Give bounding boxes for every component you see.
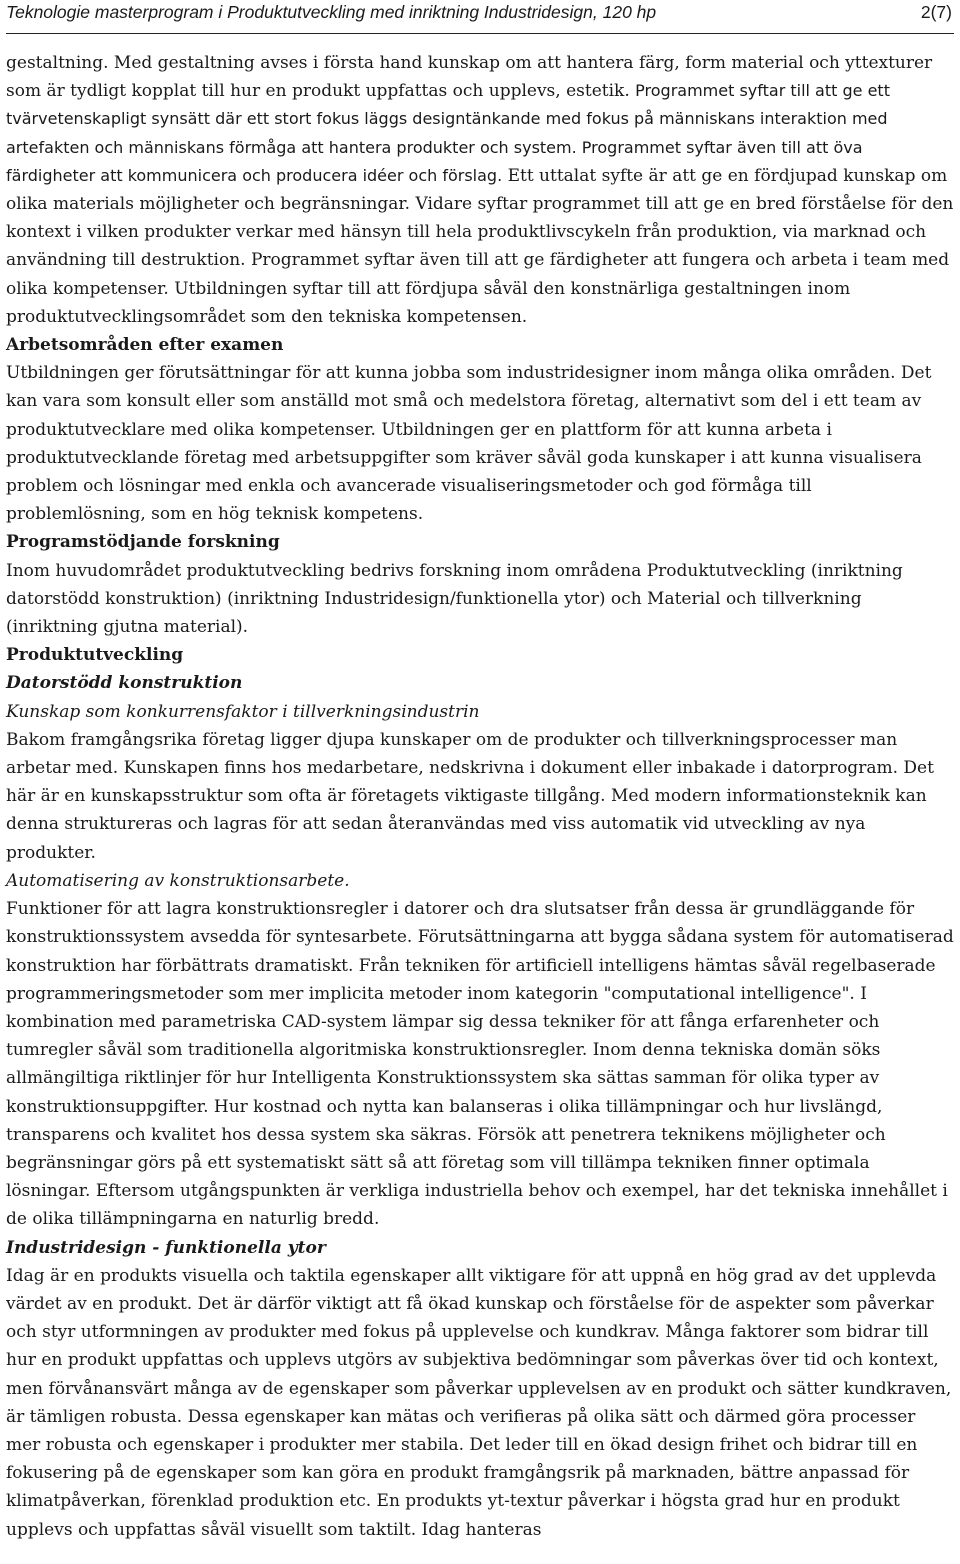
header-rule bbox=[6, 33, 954, 34]
intro-paragraph bbox=[6, 49, 954, 331]
intro-text-sans: Programmet syftar till att ge ett tvärvetenskapligt synsätt där ett stort fokus läggs designtänkande med fokus på människans interaktion med artefakten och människans förmåga att hantera produkter och system. Programmet syftar även till att öva färdigheter att kommunicera och producera idéer och förslag. bbox=[6, 81, 890, 185]
page-number: 2(7) bbox=[920, 2, 952, 22]
industridesign-paragraph: Idag är en produkts visuella och taktila egenskaper allt viktigare för att uppnå en hög grad av det upplevda värdet av en produkt. Det är därför viktigt att få ökad kunskap och förståelse för de aspekter som påverkar och styr utformningen av produkter med fokus på upplevelse och kundkrav. Många faktorer som bidrar till hur en produkt uppfattas och upplevs utgörs av subjektiva bedömningar som påverkas över tid och kontext, men förvånansvärt många av de egenskaper som påverkar upplevelsen av en produkt och sätter kundkraven, är tämligen robusta. Dessa egenskaper kan mätas och verifieras på olika sätt och därmed göra processer mer robusta och egenskaper i produkter mer stabila. Det leder till en ökad design frihet och bidrar till en fokusering på de egenskaper som kan göra en produkt framgångsrik på marknaden, bättre anpassad för klimatpåverkan, förenklad produktion etc. En produkts yt-textur påverkar i högsta grad hur en produkt upplevs och uppfattas såväl visuellt som taktilt. Idag hanteras bbox=[6, 1265, 952, 1540]
arbetsomraden-paragraph: Utbildningen ger förutsättningar för att kunna jobba som industridesigner inom många olika områden. Det kan vara som konsult eller som anställd mot små och medelstora företag, alternativt som del i ett team av produktutvecklare med olika kompetenser. Utbildningen ger en plattform för att kunna arbeta i produktutvecklande företag med arbetsuppgifter som kräver såväl goda kunskaper i att kunna visualisera problem och lösningar med enkla och avancerade visualiseringsmetoder och god förmåga till problemlösning, som en hög teknisk kompetens. bbox=[6, 363, 932, 525]
forskning-paragraph: Inom huvudområdet produktutveckling bedrivs forskning inom områdena Produktutveckling (inriktning datorstödd konstruktion) (inriktning Industridesign/funktionella ytor) och Material och tillverkning (inriktning gjutna material). bbox=[6, 560, 903, 638]
page-header bbox=[6, 0, 954, 32]
subheading-kunskap: Kunskap som konkurrensfaktor i tillverkningsindustrin bbox=[6, 701, 480, 722]
automatisering-paragraph: Funktioner för att lagra konstruktionsregler i datorer och dra slutsatser från dessa är grundläggande för konstruktionssystem avsedda för syntesarbete. Förutsättningarna att bygga sådana system för automatiserad konstruktion har förbättrats dramatiskt. Från tekniken för artificiell intelligens hämtas såväl regelbaserade programmeringsmetoder som mer implicita metoder inom kategorin "computational intelligence". I kombination med parametriska CAD-system lämpar sig dessa tekniker för att fånga erfarenheter och tumregler såväl som traditionella algoritmiska konstruktionsregler. Inom denna tekniska domän söks allmängiltiga riktlinjer för hur Intelligenta Konstruktionssystem ska sättas samman för olika typer av konstruktionsuppgifter. Hur kostnad och nytta kan balanseras i olika tillämpningar och hur livslängd, transparens och kvalitet hos dessa system ska säkras. Försök att penetrera teknikens möjligheter och begränsningar görs på ett systematiskt sätt så att företag som vill tillämpa tekniken finner optimala lösningar. Eftersom utgångspunkten är verkliga industriella behov och exempel, har det tekniska innehållet i de olika tillämpningarna en naturlig bredd. bbox=[6, 899, 954, 1230]
intro-text-serif: gestaltning. Med gestaltning avses i första hand kunskap om att hantera färg, form material och yttexturer som är tydligt kopplat till hur en produkt uppfattas och upplevs, estetik. bbox=[6, 53, 933, 102]
section-heading-produktutveckling: Produktutveckling bbox=[6, 645, 184, 666]
subsection-heading-datorstodd: Datorstödd konstruktion bbox=[6, 673, 243, 694]
subsection-heading-industridesign: Industridesign - funktionella ytor bbox=[6, 1237, 326, 1258]
section-heading-forskning: Programstödjande forskning bbox=[6, 532, 280, 553]
header-title: Teknologie masterprogram i Produktutveckling med inriktning Industridesign, 120 hp bbox=[6, 2, 657, 22]
document-body bbox=[6, 49, 954, 1544]
intro-text-serif-2: Ett uttalat syfte är att ge en fördjupad kunskap om olika materials möjligheter och begränsningar. Vidare syftar programmet till att ge en bred förståelse för den kontext i vilken produkter verkar med hänsyn till hela produktlivscykeln från produktion, via marknad och användning till destruktion. Programmet syftar även till att ge färdigheter att fungera och arbeta i team med olika kompetenser. Utbildningen syftar till att fördjupa såväl den konstnärliga gestaltningen inom produktutvecklingsområdet som den tekniska kompetensen. bbox=[6, 165, 954, 327]
kunskap-paragraph: Bakom framgångsrika företag ligger djupa kunskaper om de produkter och tillverkningsprocesser man arbetar med. Kunskapen finns hos medarbetare, nedskrivna i dokument eller inbakade i datorprogram. Det här är en kunskapsstruktur som ofta är företagets viktigaste tillgång. Med modern informationsteknik kan denna struktureras och lagras för att sedan återanvändas med viss automatik vid utveckling av nya produkter. bbox=[6, 729, 934, 863]
subheading-automatisering: Automatisering av konstruktionsarbete. bbox=[6, 870, 350, 891]
section-heading-arbetsomraden: Arbetsområden efter examen bbox=[6, 335, 284, 356]
